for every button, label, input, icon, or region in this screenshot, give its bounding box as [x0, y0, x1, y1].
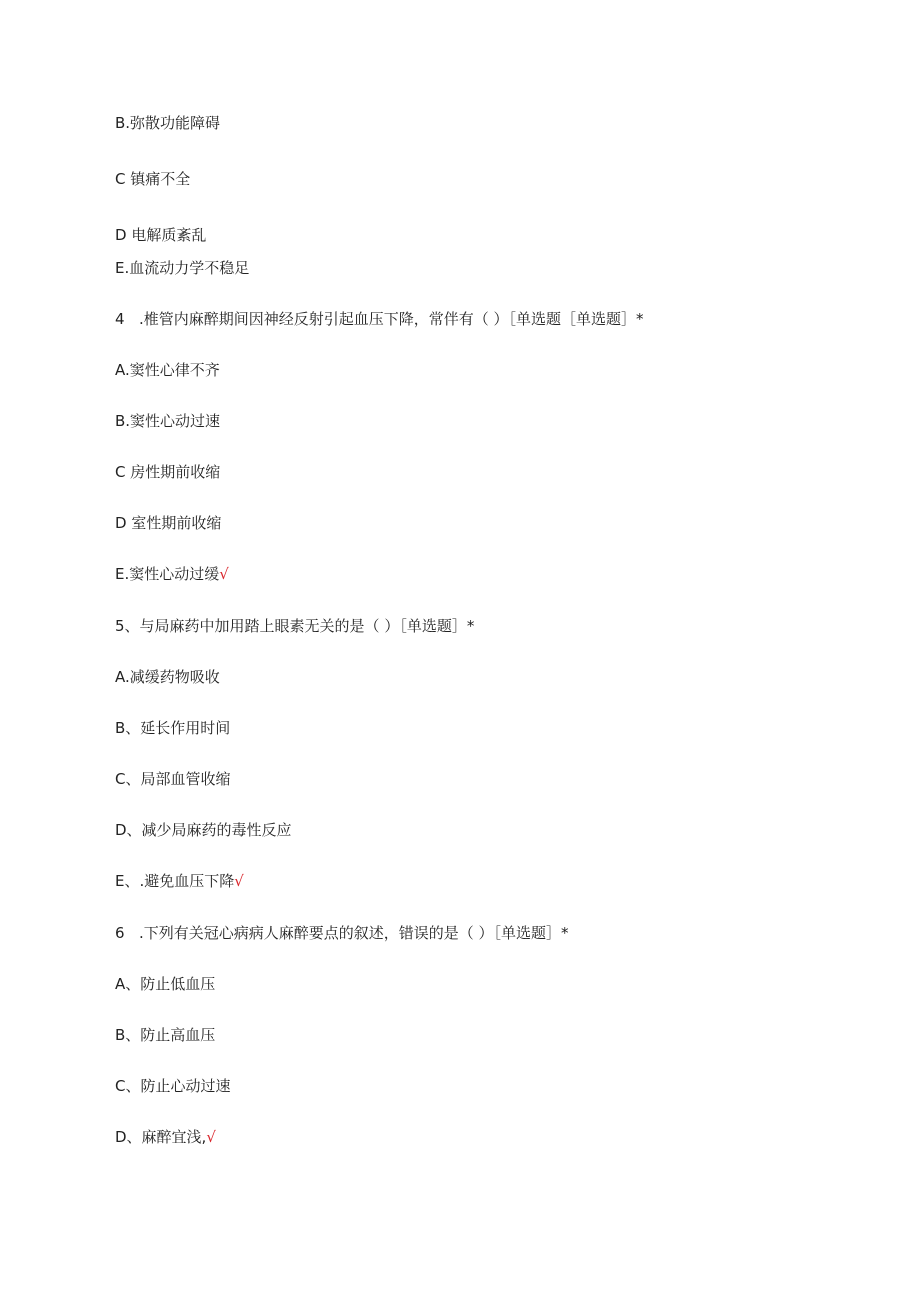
correct-check-icon: √ [219, 565, 229, 583]
q3-option-d: D 电解质紊乱 [115, 226, 207, 244]
q5-option-a: A.减缓药物吸收 [115, 668, 220, 686]
q6-option-c: C、防止心动过速 [115, 1077, 231, 1095]
q6-stem: 6 .下列有关冠心病病人麻醉要点的叙述，错误的是（ ）［单选题］* [115, 924, 569, 942]
q3-option-c: C 镇痛不全 [115, 170, 191, 188]
correct-check-icon: √ [206, 1128, 216, 1146]
q4-option-e: E.窦性心动过缓√ [115, 565, 229, 583]
q5-option-b: B、延长作用时间 [115, 719, 231, 737]
q6-option-b: B、防止高血压 [115, 1026, 216, 1044]
q4-stem: 4 .椎管内麻醉期间因神经反射引起血压下降，常伴有（ ）［单选题［单选题］* [115, 310, 644, 328]
q5-option-c: C、局部血管收缩 [115, 770, 231, 788]
q6-number: 6 [115, 924, 125, 942]
q4-option-a: A.窦性心律不齐 [115, 361, 220, 379]
correct-check-icon: √ [234, 872, 244, 890]
q3-option-e: E.血流动力学不稳足 [115, 259, 250, 277]
q5-option-d: D、减少局麻药的毒性反应 [115, 821, 292, 839]
q4-option-c: C 房性期前收缩 [115, 463, 221, 481]
q6-option-d: D、麻醉宜浅,√ [115, 1128, 216, 1146]
q3-option-b: B.弥散功能障碍 [115, 114, 221, 132]
q5-stem: 5、与局麻药中加用踏上眼素无关的是（ ）［单选题］* [115, 617, 475, 635]
q4-option-b: B.窦性心动过速 [115, 412, 221, 430]
q4-number: 4 [115, 310, 125, 328]
q4-option-d: D 室性期前收缩 [115, 514, 222, 532]
q5-option-e: E、.避免血压下降√ [115, 872, 244, 890]
q6-option-a: A、防止低血压 [115, 975, 216, 993]
